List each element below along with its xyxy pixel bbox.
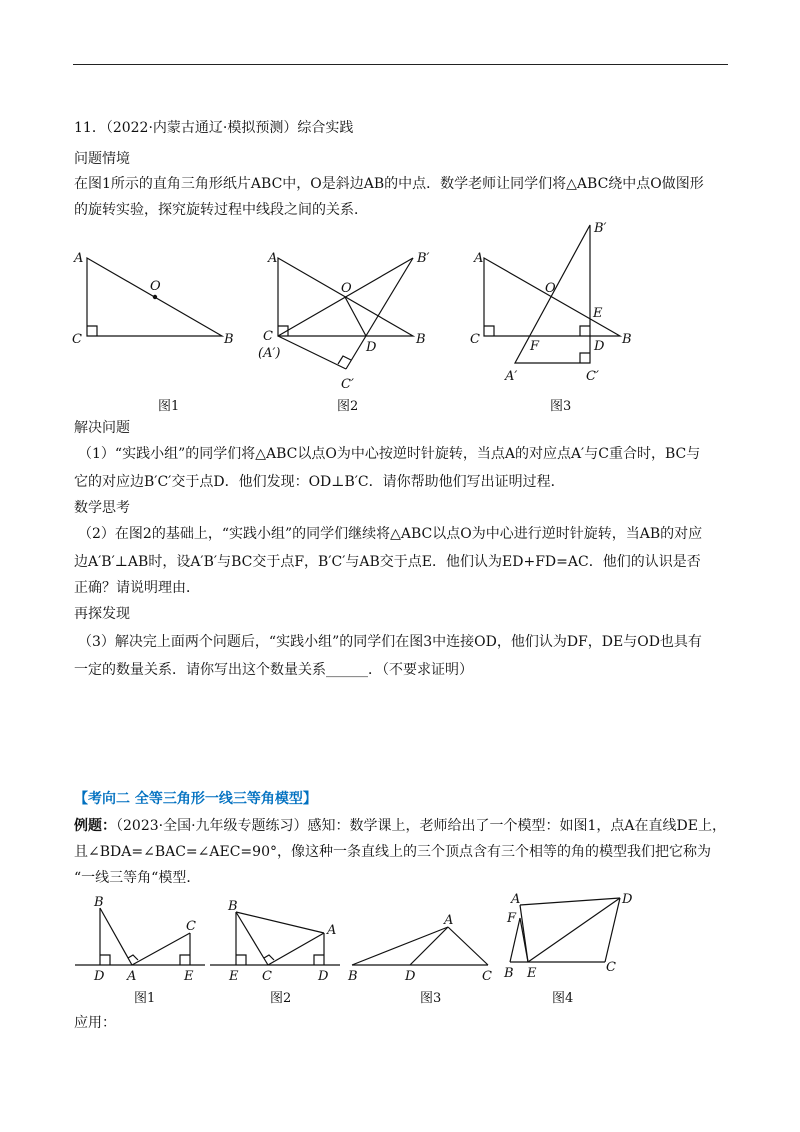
fig1-caption: 图1 [158,399,180,414]
section-heading: 【考向二 全等三角形一线三等角模型】 [74,791,317,807]
fig3b-label-a: A [444,913,454,928]
fig3-label-c: C [470,332,480,347]
part1-line-1: （1）“实践小组”的同学们将△ABC以点O为中心按逆时针旋转，当点A的对应点A′与C重合时，BC与 [78,446,701,462]
fig2b-label-c: C [262,969,272,984]
example-line-3: “一线三等角“模型． [74,870,201,886]
intro-line-1: 在图1所示的直角三角形纸片ABC中，O是斜边AB的中点．数学老师让同学们将△ABC绕中点O做图形 [74,176,704,192]
fig1b-label-e: E [184,969,194,984]
fig4b-label-b: B [504,966,514,981]
section-math-thinking: 数学思考 [74,500,130,516]
fig2b-label-e: E [229,969,239,984]
fig1b-label-a: A [127,969,137,984]
fig3-label-o: O [545,281,556,296]
fig2b-label-a: A [327,923,337,938]
fig1-label-b: B [224,332,234,347]
apply-label: 应用： [74,1015,116,1031]
fig3-label-bp: B′ [594,221,607,236]
fig1b-label-d: D [94,969,105,984]
fig1-label-a: A [74,251,84,266]
fig1-label-o: O [150,279,161,294]
fig1-label-c: C [72,332,82,347]
fig4b-label-a: A [511,892,521,907]
fig3-label-b: B [622,332,632,347]
question-header: 11．（2022·内蒙古通辽·模拟预测）综合实践 [74,120,354,136]
fig2-caption: 图2 [337,399,359,414]
fig4b-label-e: E [527,966,537,981]
intro-line-2: 的旋转实验，探究旋转过程中线段之间的关系． [74,202,368,218]
fig4b-label-c: C [606,960,616,975]
fig3-label-ap: A′ [505,369,518,384]
fig3-label-d: D [594,339,605,354]
part3-line-2: 一定的数量关系．请你写出这个数量关系______．（不要求证明） [74,662,473,678]
fig2-label-cp: C′ [341,377,354,392]
section-problem-situation: 问题情境 [74,151,130,167]
fig1b-label-b: B [94,895,104,910]
fig3b-label-c: C [482,969,492,984]
fig3b-label-d: D [405,969,416,984]
fig4b-label-d: D [622,892,633,907]
fig2-label-d: D [366,340,377,355]
fig2b-label-d: D [318,969,329,984]
example-label: 例题： [74,818,116,834]
fig2-label-ap: (A′) [258,346,281,361]
fig4b-label-f: F [507,911,517,926]
section-rediscover: 再探发现 [74,606,130,622]
fig3-label-cp: C′ [586,369,599,384]
fig3b-caption: 图3 [420,991,442,1006]
part3-line-1: （3）解决完上面两个问题后，“实践小组”的同学们在图3中连接OD，他们认为DF，DE与OD也具有 [78,634,702,650]
fig2b-label-b: B [228,899,238,914]
fig2-label-b: B [416,332,426,347]
fig2-label-bp: B′ [417,251,430,266]
fig4b-caption: 图4 [552,991,574,1006]
fig3-label-f: F [530,339,540,354]
section-solve: 解决问题 [74,420,130,436]
figure-3-bottom [352,927,488,965]
figure-1-bottom [75,908,205,965]
figure-2-bottom [210,912,340,965]
fig1b-caption: 图1 [134,991,156,1006]
fig3b-label-b: B [348,969,358,984]
fig3-label-e: E [593,306,603,321]
fig2b-caption: 图2 [270,991,292,1006]
example-line-1-text: （2023·全国·九年级专题练习）感知：数学课上，老师给出了一个模型：如图1，点A在直线DE上， [116,818,726,834]
part1-line-2: 它的对应边B′C′交于点D．他们发现：OD⊥B′C．请你帮助他们写出证明过程． [74,474,565,490]
part2-line-2: 边A′B′⊥AB时，设A′B′与BC交于点F，B′C′与AB交于点E．他们认为ED+FD=AC．他们的认识是否 [74,554,701,570]
figure-4-bottom [510,898,620,962]
fig3-label-a: A [474,251,484,266]
fig3-caption: 图3 [550,399,572,414]
fig1b-label-c: C [186,919,196,934]
part2-line-1: （2）在图2的基础上，“实践小组”的同学们继续将△ABC以点O为中心进行逆时针旋转，当AB的对应 [78,526,703,542]
fig2-label-a: A [268,251,278,266]
fig2-label-o: O [341,281,352,296]
example-line-2: 且∠BDA=∠BAC=∠AEC=90°，像这种一条直线上的三个顶点含有三个相等的角的模型我们把它称为 [74,844,711,860]
fig2-label-c: C [263,329,273,344]
part2-line-3: 正确？请说明理由． [74,580,200,596]
